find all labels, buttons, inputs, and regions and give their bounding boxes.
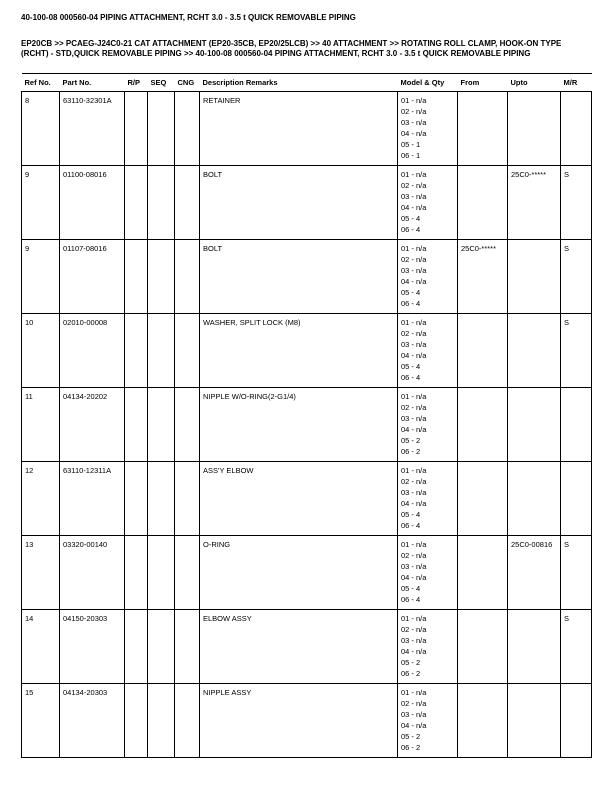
cell-cng (175, 387, 200, 461)
model-qty-line: 01 - n/a (401, 169, 427, 179)
table-row (22, 91, 592, 165)
model-qty-line: 06 - 2 (401, 742, 421, 752)
header-mr: M/R (561, 73, 592, 91)
cell-upto: 25C0-00816 (508, 535, 561, 609)
cell-rp (125, 461, 148, 535)
cell-rp (125, 535, 148, 609)
cell-from (458, 313, 508, 387)
cell-cng (175, 609, 200, 683)
model-qty-line: 05 - 4 (401, 361, 421, 371)
header-seq: SEQ (148, 73, 175, 91)
model-qty-line: 04 - n/a (401, 276, 427, 286)
cell-mr (561, 387, 592, 461)
model-qty-line: 04 - n/a (401, 572, 427, 582)
model-qty-line: 04 - n/a (401, 350, 427, 360)
model-qty-line: 02 - n/a (401, 550, 427, 560)
cell-model-qty (398, 683, 458, 757)
model-qty-line: 03 - n/a (401, 117, 427, 127)
cell-model-qty (398, 165, 458, 239)
cell-model-qty (398, 313, 458, 387)
cell-from: 25C0-***** (458, 239, 508, 313)
page-title: 40-100-08 000560-04 PIPING ATTACHMENT, RCHT 3.0 - 3.5 t QUICK REMOVABLE PIPING (21, 13, 356, 22)
parts-table (21, 73, 592, 758)
cell-ref-no: 9 (22, 165, 60, 239)
cell-from (458, 609, 508, 683)
model-qty-line: 01 - n/a (401, 687, 427, 697)
model-qty-line: 01 - n/a (401, 465, 427, 475)
cell-part-no: 63110-12311A (60, 461, 125, 535)
cell-upto (508, 461, 561, 535)
model-qty-line: 05 - 2 (401, 435, 421, 445)
cell-model-qty (398, 609, 458, 683)
model-qty-line: 04 - n/a (401, 202, 427, 212)
cell-rp (125, 313, 148, 387)
cell-mr: S (561, 239, 592, 313)
cell-description: ASS'Y ELBOW (200, 461, 398, 535)
table-row (22, 313, 592, 387)
model-qty-line: 06 - 4 (401, 594, 421, 604)
cell-mr: S (561, 609, 592, 683)
cell-seq (148, 609, 175, 683)
cell-part-no: 01100-08016 (60, 165, 125, 239)
cell-cng (175, 313, 200, 387)
model-qty-line: 03 - n/a (401, 709, 427, 719)
cell-upto (508, 387, 561, 461)
table-row (22, 535, 592, 609)
cell-part-no: 02010-00008 (60, 313, 125, 387)
header-model-qty: Model & Qty (398, 73, 458, 91)
model-qty-line: 05 - 4 (401, 213, 421, 223)
model-qty-line: 02 - n/a (401, 180, 427, 190)
cell-rp (125, 387, 148, 461)
cell-part-no: 03320-00140 (60, 535, 125, 609)
table-row (22, 165, 592, 239)
cell-rp (125, 165, 148, 239)
header-part-no: Part No. (60, 73, 125, 91)
cell-seq (148, 461, 175, 535)
header-description: Description Remarks (200, 73, 398, 91)
model-qty-line: 02 - n/a (401, 476, 427, 486)
cell-rp (125, 239, 148, 313)
cell-cng (175, 239, 200, 313)
cell-mr (561, 91, 592, 165)
cell-from (458, 91, 508, 165)
cell-cng (175, 91, 200, 165)
table-row (22, 461, 592, 535)
model-qty-line: 01 - n/a (401, 613, 427, 623)
cell-seq (148, 239, 175, 313)
model-qty-line: 03 - n/a (401, 561, 427, 571)
cell-model-qty (398, 535, 458, 609)
header-from: From (458, 73, 508, 91)
model-qty-line: 01 - n/a (401, 539, 427, 549)
model-qty-line: 05 - 4 (401, 287, 421, 297)
model-qty-line: 03 - n/a (401, 635, 427, 645)
table-row (22, 239, 592, 313)
cell-cng (175, 683, 200, 757)
cell-from (458, 535, 508, 609)
cell-mr (561, 683, 592, 757)
cell-part-no: 04134-20303 (60, 683, 125, 757)
cell-description: NIPPLE ASSY (200, 683, 398, 757)
cell-description: ELBOW ASSY (200, 609, 398, 683)
model-qty-line: 03 - n/a (401, 413, 427, 423)
cell-rp (125, 91, 148, 165)
cell-rp (125, 683, 148, 757)
cell-mr: S (561, 165, 592, 239)
model-qty-line: 03 - n/a (401, 487, 427, 497)
model-qty-line: 05 - 1 (401, 139, 421, 149)
cell-description: NIPPLE W/O-RING(2-G1/4) (200, 387, 398, 461)
breadcrumb: EP20CB >> PCAEG-J24C0-21 CAT ATTACHMENT (EP20-35CB, EP20/25LCB) >> 40 ATTACHMENT >> ROTATING ROLL CLAMP, HOOK-ON TYPE (RCHT) - STD,QUICK REMOVABLE PIPING >> 40-100-08 000560-04 PIPING ATTACHMENT, RCHT 3.0 - 3.5 t QUICK REMOVABLE PIPING (21, 38, 562, 59)
cell-ref-no: 9 (22, 239, 60, 313)
cell-upto (508, 313, 561, 387)
model-qty-line: 05 - 4 (401, 509, 421, 519)
cell-ref-no: 14 (22, 609, 60, 683)
cell-ref-no: 11 (22, 387, 60, 461)
cell-description: O-RING (200, 535, 398, 609)
cell-part-no: 04150-20303 (60, 609, 125, 683)
model-qty-line: 04 - n/a (401, 128, 427, 138)
model-qty-line: 06 - 4 (401, 372, 421, 382)
cell-seq (148, 387, 175, 461)
model-qty-line: 04 - n/a (401, 424, 427, 434)
cell-ref-no: 12 (22, 461, 60, 535)
model-qty-line: 05 - 4 (401, 583, 421, 593)
cell-from (458, 387, 508, 461)
header-rp: R/P (125, 73, 148, 91)
table-row (22, 683, 592, 757)
table-row (22, 387, 592, 461)
cell-description: RETAINER (200, 91, 398, 165)
cell-rp (125, 609, 148, 683)
cell-model-qty (398, 239, 458, 313)
table-row (22, 609, 592, 683)
cell-upto (508, 239, 561, 313)
cell-ref-no: 10 (22, 313, 60, 387)
model-qty-line: 02 - n/a (401, 106, 427, 116)
cell-model-qty (398, 387, 458, 461)
cell-description: BOLT (200, 165, 398, 239)
cell-cng (175, 461, 200, 535)
cell-ref-no: 13 (22, 535, 60, 609)
cell-seq (148, 683, 175, 757)
model-qty-line: 05 - 2 (401, 731, 421, 741)
header-upto: Upto (508, 73, 561, 91)
model-qty-line: 01 - n/a (401, 317, 427, 327)
model-qty-line: 02 - n/a (401, 624, 427, 634)
model-qty-line: 06 - 2 (401, 668, 421, 678)
model-qty-line: 06 - 1 (401, 150, 421, 160)
header-cng: CNG (175, 73, 200, 91)
cell-cng (175, 535, 200, 609)
cell-from (458, 165, 508, 239)
cell-seq (148, 165, 175, 239)
cell-description: WASHER, SPLIT LOCK (M8) (200, 313, 398, 387)
cell-seq (148, 313, 175, 387)
cell-upto (508, 609, 561, 683)
model-qty-line: 01 - n/a (401, 243, 427, 253)
model-qty-line: 04 - n/a (401, 646, 427, 656)
model-qty-line: 05 - 2 (401, 657, 421, 667)
header-ref-no: Ref No. (22, 73, 60, 91)
model-qty-line: 02 - n/a (401, 328, 427, 338)
cell-from (458, 461, 508, 535)
cell-upto: 25C0-***** (508, 165, 561, 239)
cell-mr: S (561, 313, 592, 387)
cell-part-no: 04134-20202 (60, 387, 125, 461)
cell-upto (508, 91, 561, 165)
parts-table-body (22, 91, 592, 757)
model-qty-line: 03 - n/a (401, 191, 427, 201)
model-qty-line: 01 - n/a (401, 95, 427, 105)
model-qty-line: 02 - n/a (401, 254, 427, 264)
cell-from (458, 683, 508, 757)
model-qty-line: 03 - n/a (401, 339, 427, 349)
model-qty-line: 06 - 4 (401, 224, 421, 234)
cell-model-qty (398, 461, 458, 535)
cell-model-qty (398, 91, 458, 165)
model-qty-line: 02 - n/a (401, 698, 427, 708)
cell-seq (148, 535, 175, 609)
model-qty-line: 02 - n/a (401, 402, 427, 412)
cell-description: BOLT (200, 239, 398, 313)
model-qty-line: 06 - 4 (401, 520, 421, 530)
cell-cng (175, 165, 200, 239)
cell-upto (508, 683, 561, 757)
parts-table-header (22, 73, 592, 91)
cell-seq (148, 91, 175, 165)
model-qty-line: 04 - n/a (401, 720, 427, 730)
model-qty-line: 06 - 4 (401, 298, 421, 308)
header-row (22, 73, 592, 91)
cell-ref-no: 15 (22, 683, 60, 757)
cell-part-no: 01107-08016 (60, 239, 125, 313)
cell-mr: S (561, 535, 592, 609)
model-qty-line: 04 - n/a (401, 498, 427, 508)
cell-mr (561, 461, 592, 535)
model-qty-line: 06 - 2 (401, 446, 421, 456)
model-qty-line: 03 - n/a (401, 265, 427, 275)
model-qty-line: 01 - n/a (401, 391, 427, 401)
cell-part-no: 63110-32301A (60, 91, 125, 165)
cell-ref-no: 8 (22, 91, 60, 165)
